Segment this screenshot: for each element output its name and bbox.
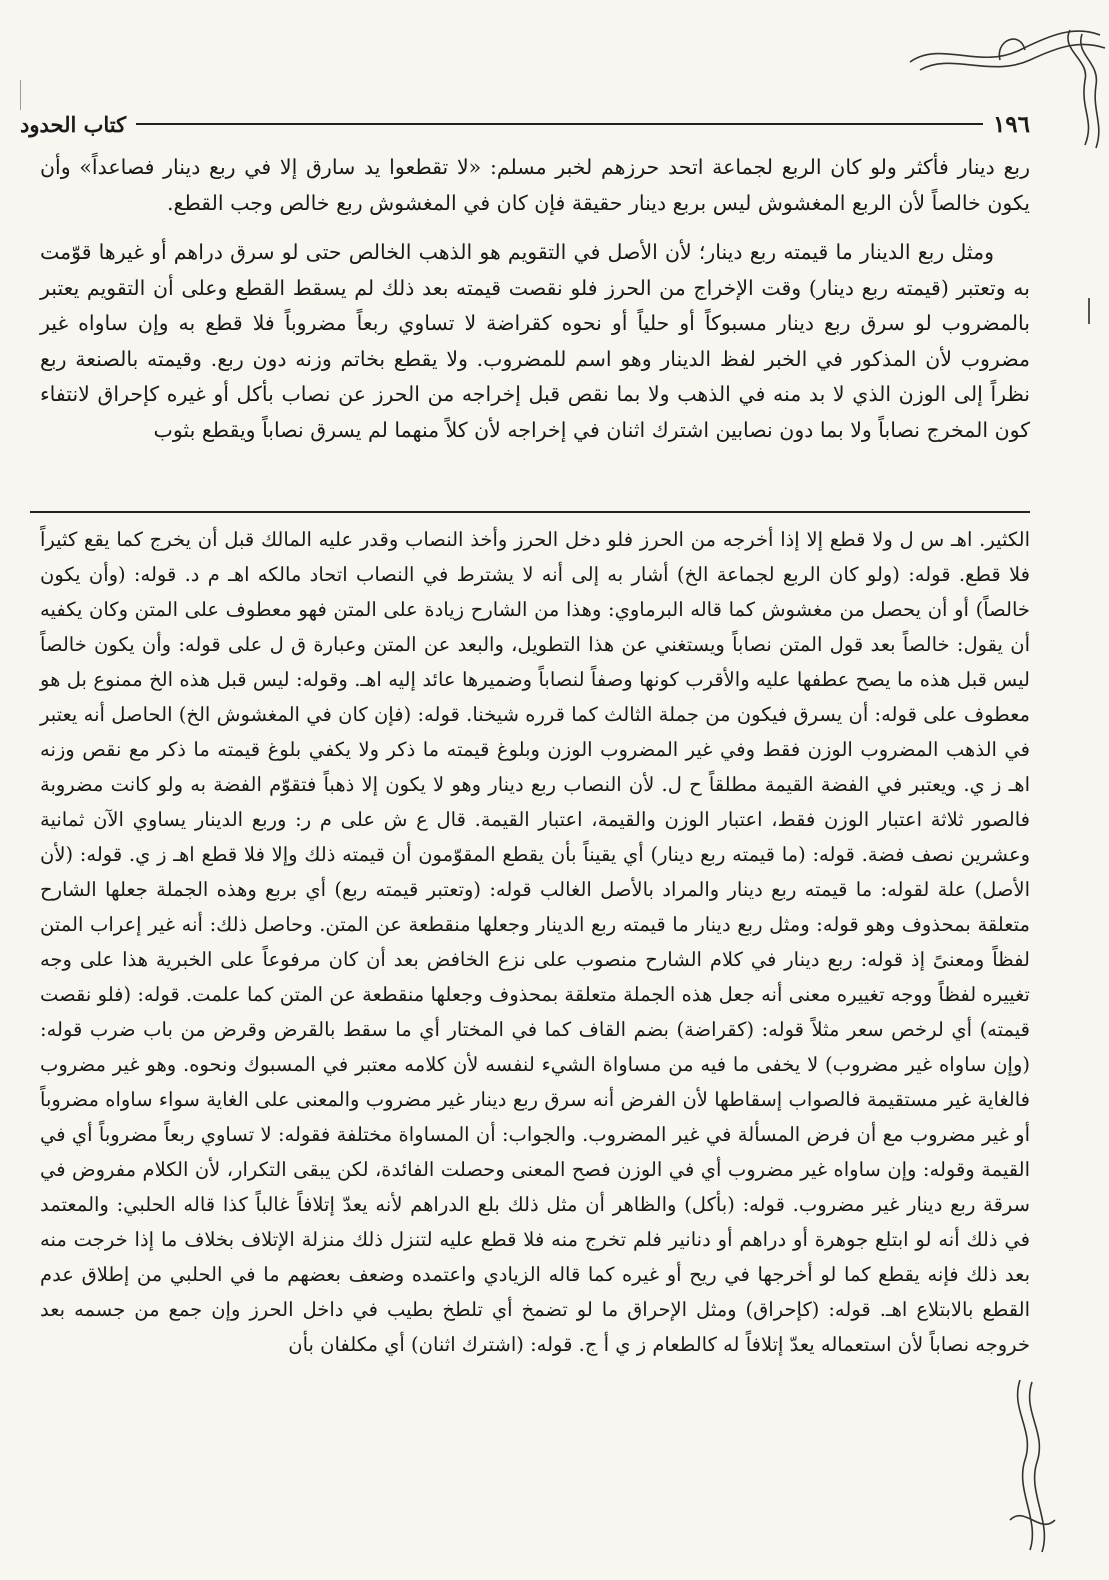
book-title: كتاب الحدود: [20, 111, 127, 137]
commentary-paragraph: الكثير. اهـ س ل ولا قطع إلا إذا أخرجه من الحرز فلو دخل الحرز وأخذ النصاب وقدر عليه المالك قبل أن يخرج كما يقع كثيراً فلا قطع. قوله: (ولو كان الربع لجماعة الخ) أشار به إلى أنه لا يشترط في النصاب اتحاد مالكه اهـ م د. قوله: (وأن يكون خالصاً) أو أن يحصل من مغشوش كما قاله البرماوي: وهذا من الشارح زيادة على المتن فهو معطوف على المتن وكان يكفيه أن يقول: خالصاً بعد قول المتن نصاباً ويستغني عن هذا التطويل، والبعد عن المتن وعبارة ق ل على قوله: وأن يكون خالصاً ليس قبل هذه ما يصح عطفها عليه والأقرب كونها وصفاً لنصاباً وضميرها عائد إليه اهـ. وقوله: ليس قبل هذه الخ ممنوع بل هو معطوف على قوله: أن يسرق فيكون من جملة الثالث كما قرره شيخنا. قوله: (فإن كان في المغشوش الخ) الحاصل أنه يعتبر في الذهب المضروب الوزن فقط وفي غير المضروب الوزن وبلوغ قيمته ما ذكر ولا يكفي بلوغ قيمته ما ذكر مع نقص وزنه اهـ ز ي. ويعتبر في الفضة القيمة مطلقاً ح ل. لأن النصاب ربع دينار وهو لا يكون إلا ذهباً فتقوّم الفضة به ولو كانت مضروبة فالصور ثلاثة اعتبار الوزن فقط، اعتبار الوزن والقيمة، اعتبار القيمة. قال ع ش على م ر: وربع الدينار يساوي الآن ثمانية وعشرين نصف فضة. قوله: (ما قيمته ربع دينار) أي يقيناً بأن يقطع المقوّمون أن قيمته ذلك وإلا فلا قطع اهـ ز ي. قوله: (لأن الأصل) علة لقوله: ما قيمته ربع دينار والمراد بالأصل الغالب قوله: (وتعتبر قيمته ربع) أي بربع وهذه الجملة جعلها الشارح متعلقة بمحذوف وهو قوله: ومثل ربع دينار ما قيمته ربع الدينار وجعلها منقطعة عن المتن. وحاصل ذلك: أنه غير إعراب المتن لفظاً ومعنىً إذ قوله: ربع دينار في كلام الشارح منصوب على نزع الخافض بعد أن كان مرفوعاً على الخبرية هذا على وجه تغييره لفظاً ووجه تغييره معنى أنه جعل هذه الجملة متعلقة بمحذوف وجعلها منقطعة عن المتن كما علمت. قوله: (فلو نقصت قيمته) أي لرخص سعر مثلاً قوله: (كقراضة) بضم القاف كما في المختار أي ما سقط بالقرض وقرض من باب ضرب قوله: (وإن ساواه غير مضروب) لا يخفى ما فيه من مساواة الشيء لنفسه لأن كلامه معتبر في المسبوك ونحوه. وهو غير مضروب فالغاية غير مستقيمة فالصواب إسقاطها لأن الفرض أنه سرق ربع دينار غير مضروب والمعنى على الغاية سواء ساواه مضروباً أو غير مضروب مع أن فرض المسألة في غير المضروب. والجواب: أن المساواة مختلفة فقوله: لا تساوي ربعاً مضروباً أي في القيمة وقوله: وإن ساواه غير مضروب أي في الوزن فصح المعنى وحصلت الفائدة، لكن يبقى التكرار، لأن الكلام مفروض في سرقة ربع دينار غير مضروب. قوله: (بأكل) والظاهر أن مثل ذلك بلع الدراهم لأنه يعدّ إتلافاً غالباً كذا قاله الحلبي: والمعتمد في ذلك أنه لو ابتلع جوهرة أو دراهم أو دنانير فلم تخرج منه فلا قطع عليه لتنزل ذلك منزلة الإتلاف بخلاف ما إذا خرجت منه بعد ذلك فإنه يقطع كما لو أخرجها في ريح أو غيره كما قاله الزيادي واعتمده وضعف بعضهم ما في الحلبي من إطلاق عدم القطع بالابتلاع اهـ. قوله: (كإحراق) ومثل الإحراق ما لو تضمخ أي تلطخ بطيب في داخل الحرز وإن جمع من جسمه بعد خروجه نصاباً لأن استعماله يعدّ إتلافاً له كالطعام ز ي أ ج. قوله: (اشترك اثنان) أي مكلفان بأن: [40, 528, 1030, 1356]
margin-mark: [1088, 298, 1090, 324]
text-divider: [30, 511, 1030, 513]
scroll-ornament-bottom-icon: [1000, 1370, 1109, 1580]
main-paragraph: ومثل ربع الدينار ما قيمته ربع دينار؛ لأن الأصل في التقويم هو الذهب الخالص حتى لو سرق دراهم أو غيرها قوّمت به وتعتبر (قيمته ربع دينار) وقت الإخراج من الحرز فلو نقصت قيمته بعد ذلك لم يسقط القطع وعلى أن التقويم يعتبر بالمضروب لو سرق ربع دينار مسبوكاً أو حلياً أو نحوه كقراضة لا تساوي ربعاً مضروباً فلا قطع به وإن ساواه غير مضروب لأن المذكور في الخبر لفظ الدينار وهو اسم للمضروب. ولا يقطع بخاتم وزنه دون ربع. وقيمته بالصنعة ربع نظراً إلى الوزن الذي لا بد منه في الذهب ولا بما نقص قبل إخراجه من الحرز عن نصاب بأكل أو غيره كإحراق لانتفاء كون المخرج نصاباً ولا بما دون نصابين اشترك اثنان في إخراجه لأن كلاً منهما لم يسرق نصاباً ويقطع بثوب: [40, 240, 1030, 442]
header-rule: [136, 123, 983, 125]
main-text: [40, 150, 1030, 448]
page-header: [20, 104, 1030, 144]
page-number: ١٩٦: [992, 110, 1030, 138]
scroll-ornament-top-icon: [900, 0, 1109, 150]
commentary-text: [40, 522, 1030, 1362]
main-paragraph: ربع دينار فأكثر ولو كان الربع لجماعة اتحد حرزهم لخبر مسلم: «لا تقطعوا يد سارق إلا في ربع دينار فصاعداً» وأن يكون خالصاً لأن الربع المغشوش ليس بربع دينار حقيقة فإن كان في المغشوش ربع خالص وجب القطع.: [40, 155, 1030, 215]
margin-mark: [20, 80, 21, 110]
